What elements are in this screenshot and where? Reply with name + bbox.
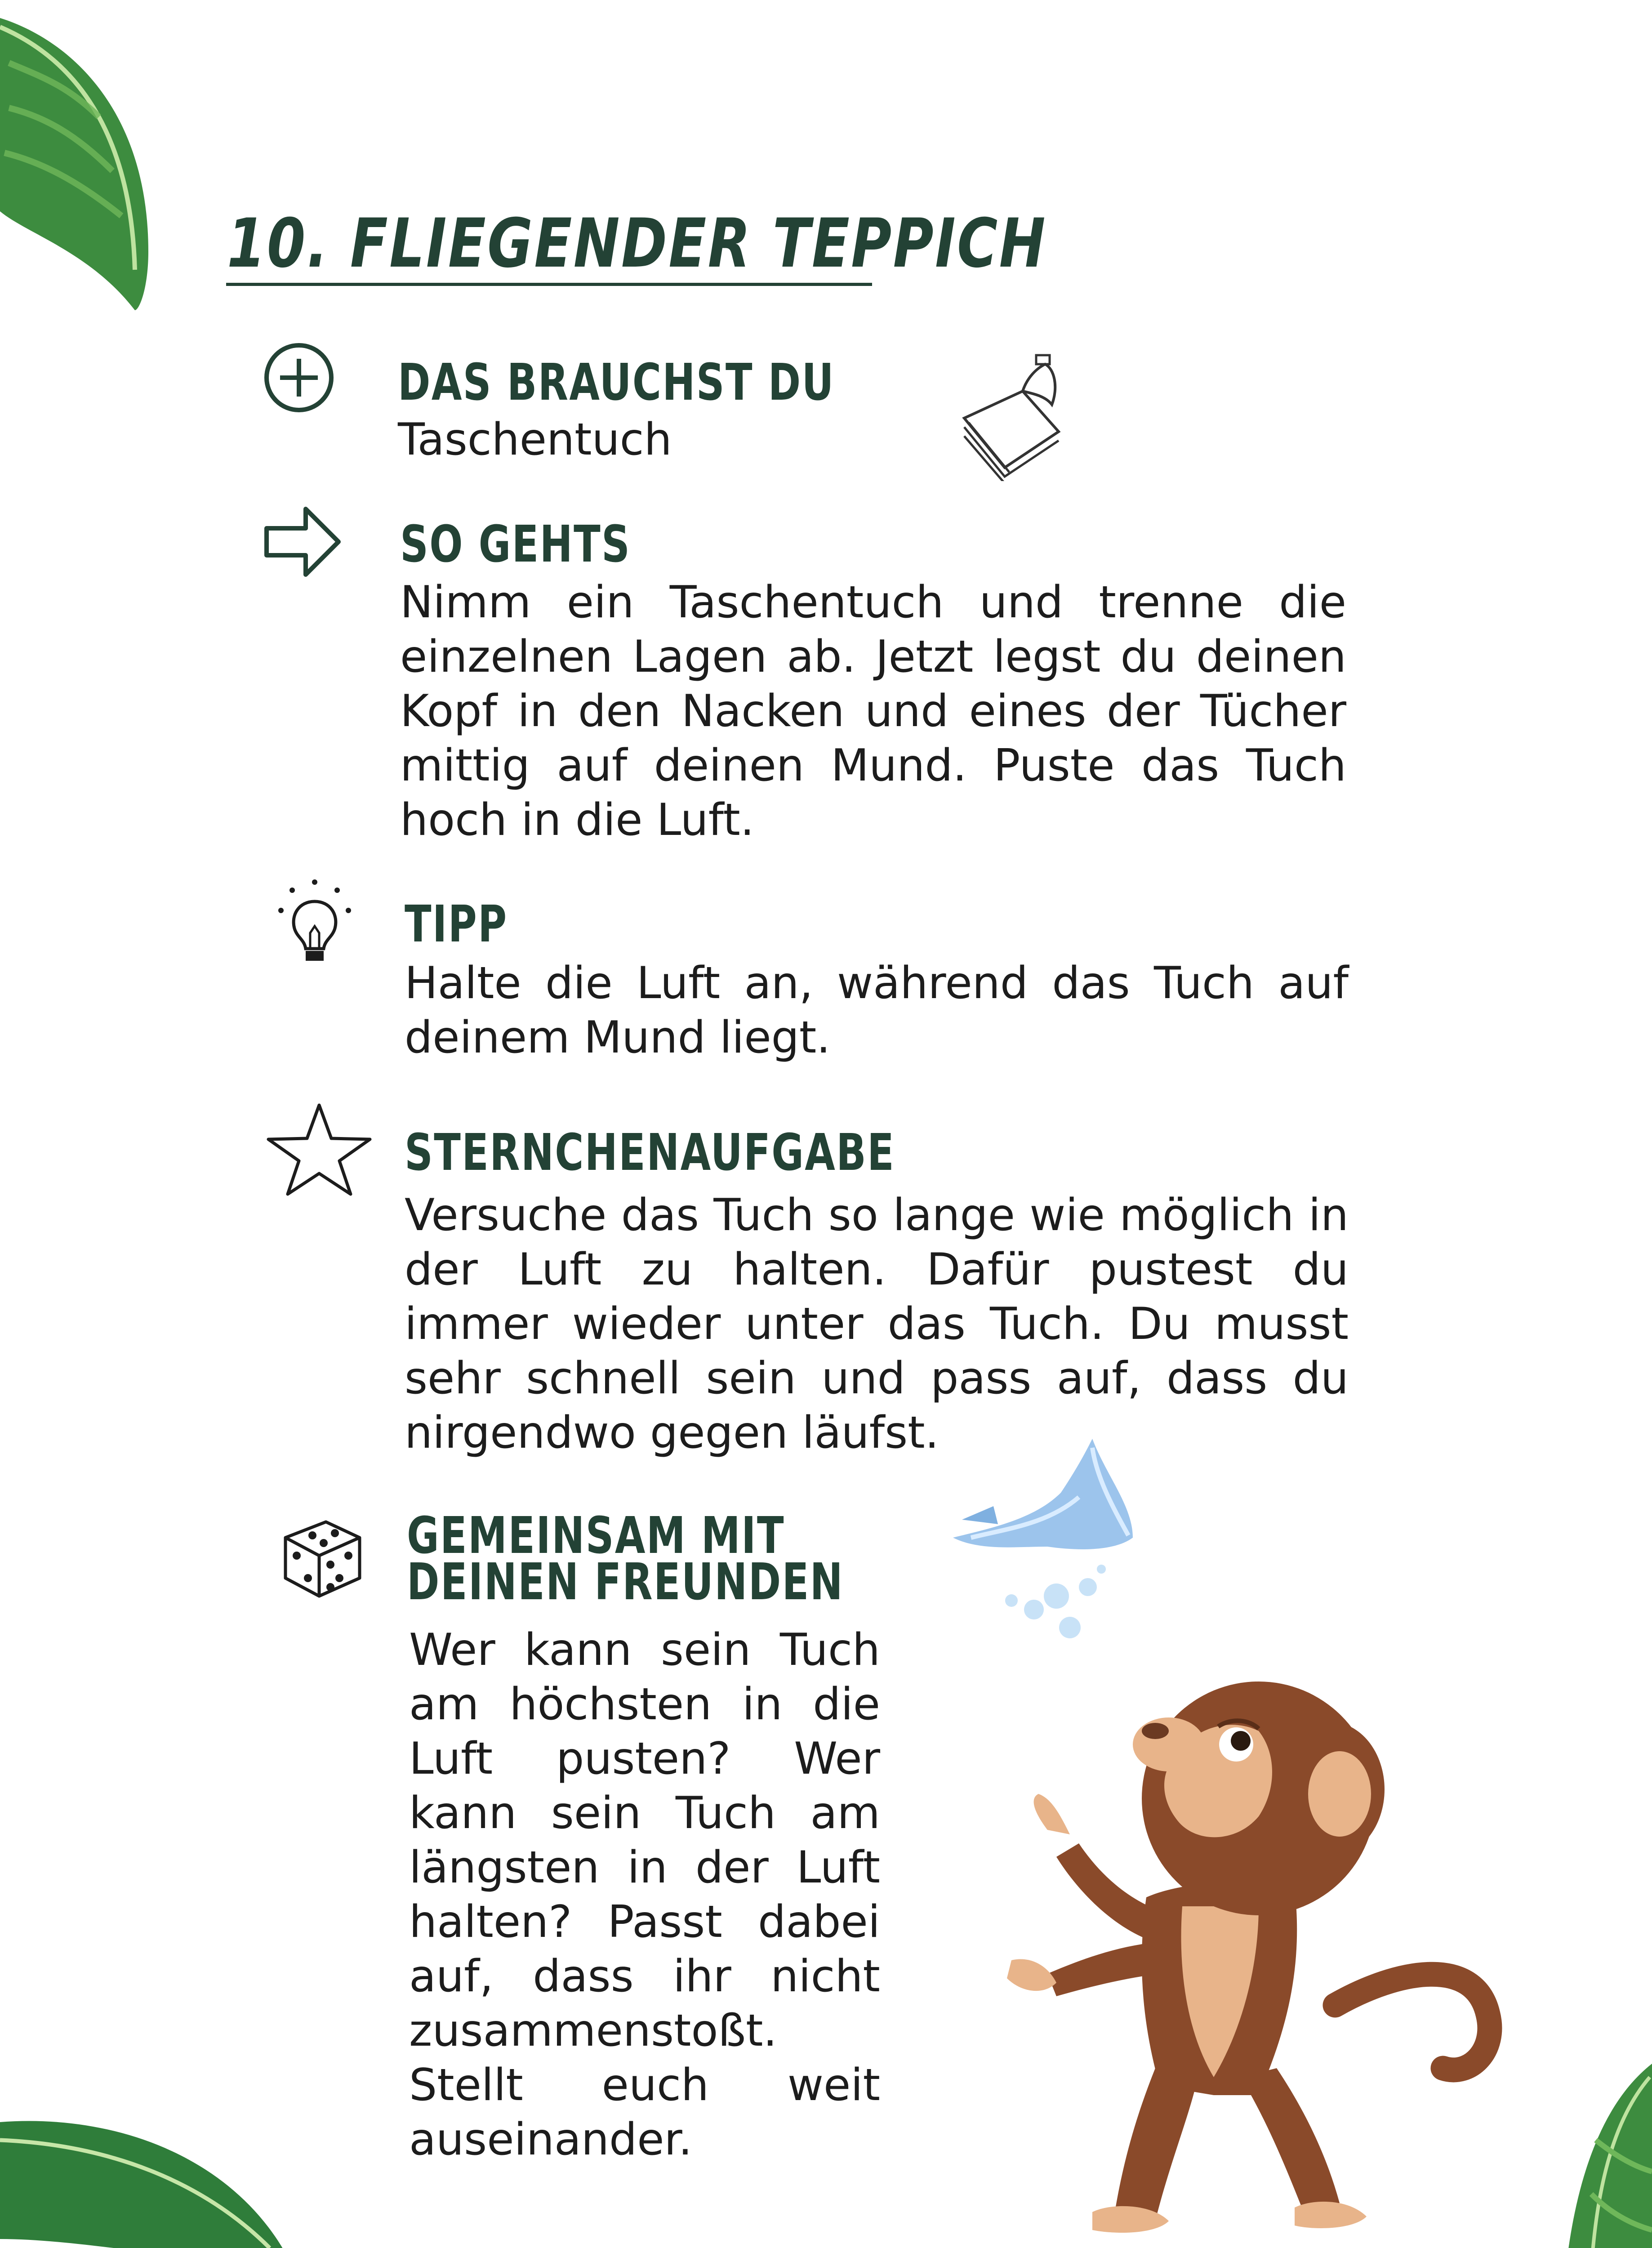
together-heading-line2: DEINEN FREUNDEN — [407, 1553, 844, 1611]
instructions-heading: SO GEHTS — [400, 515, 631, 574]
tip-heading: TIPP — [405, 895, 508, 954]
lightbulb-icon — [272, 877, 357, 971]
together-text: Wer kann sein Tuch am höchsten in die Luft pusten? Wer kann sein Tuch am längsten in der Luft halten? Passt dabei auf, dass ihr nicht zusammenstoßt. Stellt euch weit auseinander. — [409, 1624, 880, 2165]
material-heading: DAS BRAUCHST DU — [398, 353, 835, 412]
star-task-text: Versuche das Tuch so lange wie möglich in der Luft zu halten. Dafür pustest du immer wieder unter das Tuch. Du musst sehr schnell sein und pass auf, dass du nirgendwo gegen läufst. — [405, 1190, 1349, 1459]
page-title: 10. FLIEGENDER TEPPICH — [227, 205, 1047, 283]
plus-circle-icon — [258, 342, 339, 414]
tissue-pack-illustration — [955, 351, 1068, 481]
arrow-right-icon — [263, 504, 344, 580]
star-icon — [263, 1102, 375, 1196]
together-heading-line1: GEMEINSAM MIT — [407, 1507, 785, 1565]
tip-text: Halte die Luft an, während das Tuch auf deinem Mund liegt. — [405, 958, 1349, 1063]
material-text: Taschentuch — [398, 414, 672, 465]
dice-icon — [276, 1511, 366, 1601]
star-task-heading: STERNCHENAUFGABE — [405, 1124, 895, 1182]
leaf-top-left-illustration — [0, 0, 162, 317]
instructions-text: Nimm ein Taschentuch und trenne die einzelnen Lagen ab. Jetzt legst du deinen Kopf in den Nacken und eines der Tücher mittig auf deinen Mund. Puste das Tuch hoch in die Luft. — [400, 577, 1346, 846]
monkey-illustration — [944, 1439, 1510, 2248]
leaf-bottom-left-illustration — [0, 2104, 450, 2248]
title-underline — [226, 283, 872, 286]
